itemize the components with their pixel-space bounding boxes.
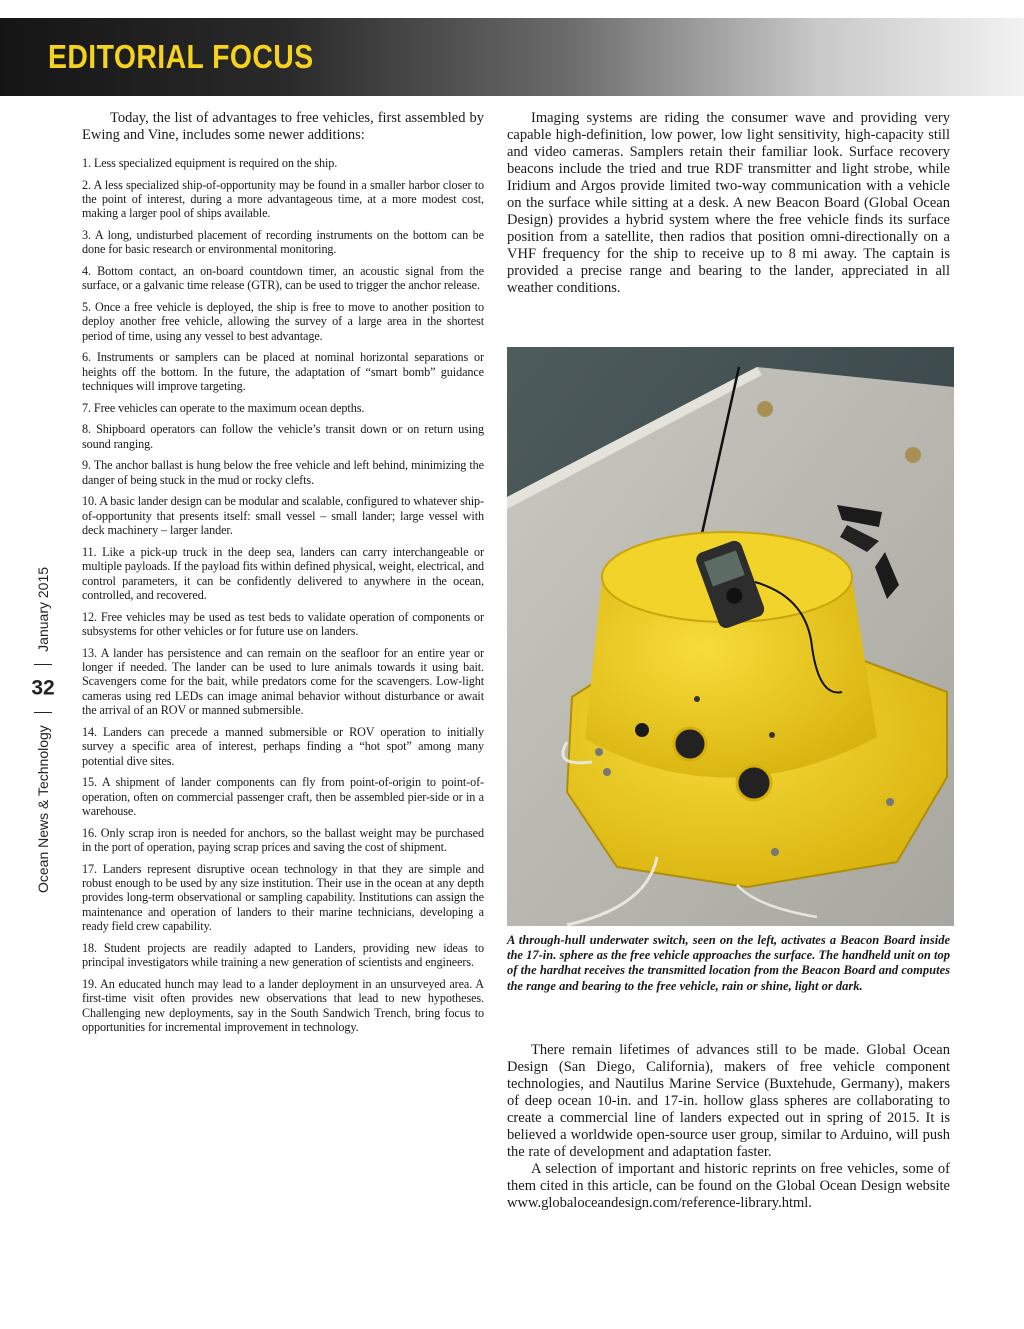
list-item: 6. Instruments or samplers can be placed at nominal horizontal separations or heights off the bottom. In the future, the adaptation of “smart bomb” guidance techniques will improve targeting.: [82, 350, 484, 394]
intro-paragraph: Today, the list of advantages to free vehicles, first assembled by Ewing and Vine, includes some newer additions:: [82, 110, 484, 143]
list-item: 14. Landers can precede a manned submersible or ROV operation to initially survey a specific area of interest, perhaps finding a “hot spot” among many potential dive sites.: [82, 724, 484, 768]
photo-caption: A through-hull underwater switch, seen on the left, activates a Beacon Board inside the 17-in. sphere as the free vehicle approaches the surface. The handheld unit on top of the hardhat receives the transmitted location from the Beacon Board and computes the range and bearing to the free vehicle, rain or shine, light or dark.: [507, 933, 950, 993]
issue-date: January 2015: [35, 566, 51, 652]
sidebar-text: [31, 567, 55, 893]
list-item: 11. Like a pick-up truck in the deep sea, landers can carry interchangeable or multiple payloads. If the payload fits within defined physical, weight, electrical, and control parameters, it can be confidently delivered to anywhere in the ocean, controlled, and recovered.: [82, 544, 484, 603]
sidebar-divider: [34, 664, 52, 665]
list-item: 18. Student projects are readily adapted to Landers, providing new ideas to principal investigators while training a new generation of scientists and engineers.: [82, 940, 484, 970]
list-item: 15. A shipment of lander components can fly from point-of-origin to point-of-operation, often on commercial passenger craft, then be assembled pier-side or in a warehouse.: [82, 775, 484, 819]
sidebar-divider: [34, 712, 52, 713]
list-item: 3. A long, undisturbed placement of recording instruments on the bottom can be done for basic research or environmental monitoring.: [82, 228, 484, 257]
list-item: 13. A lander has persistence and can remain on the seafloor for an entire year or longer if needed. The lander can be used to lure animals towards it using bait. Scavengers come for the bait, while predators come for the scavengers. Low-light cameras using red LEDs can image animal behavior without disturbance or await the arrival of an ROV or manned submersible.: [82, 645, 484, 718]
list-item: 5. Once a free vehicle is deployed, the ship is free to move to another position to deploy another free vehicle, allowing the survey of a large area in the shortest period of time, using any vessel to best advantage.: [82, 300, 484, 343]
list-item: 10. A basic lander design can be modular and scalable, configured to whatever ship-of-opportunity that presents itself: small vessel – small lander; large vessel with deck machinery – larger lander.: [82, 494, 484, 538]
list-item: 19. An educated hunch may lead to a lander deployment in an unsurveyed area. A first-time visit often provides new observations that lead to new hypotheses. Challenging new deployments, say in the South Sandwich Trench, bring focus to opportunities for incremental improvement in technology.: [82, 976, 484, 1035]
section-title: EDITORIAL FOCUS: [48, 38, 314, 75]
closing-paragraph: There remain lifetimes of advances still to be made. Global Ocean Design (San Diego, California), makers of free vehicle component technologies, and Nautilus Marine Service (Buxtehude, Germany), makers of deep ocean 10-in. and 17-in. hollow glass spheres are collaborating to create a commercial line of landers expected out in spring of 2015. It is believed a worldwide open-source user group, similar to Arduino, will push the rate of development and adaptation faster.: [507, 1042, 950, 1160]
section-banner: [0, 18, 1024, 96]
list-item: 7. Free vehicles can operate to the maximum ocean depths.: [82, 400, 365, 415]
list-item: 8. Shipboard operators can follow the vehicle’s transit down or on return using sound ranging.: [82, 422, 484, 451]
right-column-top: [507, 110, 950, 297]
right-column-bottom: [507, 1042, 950, 1212]
reprints-paragraph: A selection of important and historic reprints on free vehicles, some of them cited in this article, can be found on the Global Ocean Design website www.globaloceandesign.com/reference-library.html.: [507, 1161, 950, 1211]
list-item: 12. Free vehicles may be used as test beds to validate operation of components or subsystems for other vehicles or for future use on landers.: [82, 609, 484, 639]
lander-photo: [507, 347, 954, 926]
imaging-paragraph: Imaging systems are riding the consumer wave and providing very capable high-definition, low power, low light sensitivity, high-capacity still and video cameras. Samplers retain their familiar look. Surface recovery beacons include the tried and true RDF transmitter and light strobe, while Iridium and Argos provide limited two-way communication with a vehicle on the surface while sitting at a desk. A new Beacon Board (Global Ocean Design) provides a hybrid system where the free vehicle finds its surface position from a satellite, then radios that position omni-directionally on a VHF frequency for the ship to receive up to 8 mi away. The captain is provided a precise range and bearing to the lander, appreciated in all weather conditions.: [507, 110, 950, 296]
list-item: 9. The anchor ballast is hung below the free vehicle and left behind, minimizing the danger of being stuck in the mud or rocky clefts.: [82, 458, 484, 487]
page-footer-sidebar: [30, 545, 56, 915]
list-item: 4. Bottom contact, an on-board countdown timer, an acoustic signal from the surface, or a galvanic time release (GTR), can be used to trigger the anchor release.: [82, 264, 484, 293]
page-number: 32: [31, 676, 55, 700]
list-item: 17. Landers represent disruptive ocean technology in that they are simple and robust enough to be used by any size institution. Their use in the ocean at any depth provides long-term observational or sampling capability. Institutions can assign the maintenance and operation of landers to their marine technicians, developing a ready field crew capability.: [82, 861, 484, 934]
list-item: 1. Less specialized equipment is required on the ship.: [82, 156, 338, 170]
left-column: [82, 110, 484, 1042]
publication-name: Ocean News & Technology: [35, 725, 51, 894]
list-item: 2. A less specialized ship-of-opportunity may be found in a smaller harbor closer to the point of interest, during a more advantageous time, at a more modest cost, making a larger pool of ships available.: [82, 177, 484, 221]
list-item: 16. Only scrap iron is needed for anchors, so the ballast weight may be purchased in the port of operation, paying scrap prices and saving the cost of shipment.: [82, 825, 484, 855]
